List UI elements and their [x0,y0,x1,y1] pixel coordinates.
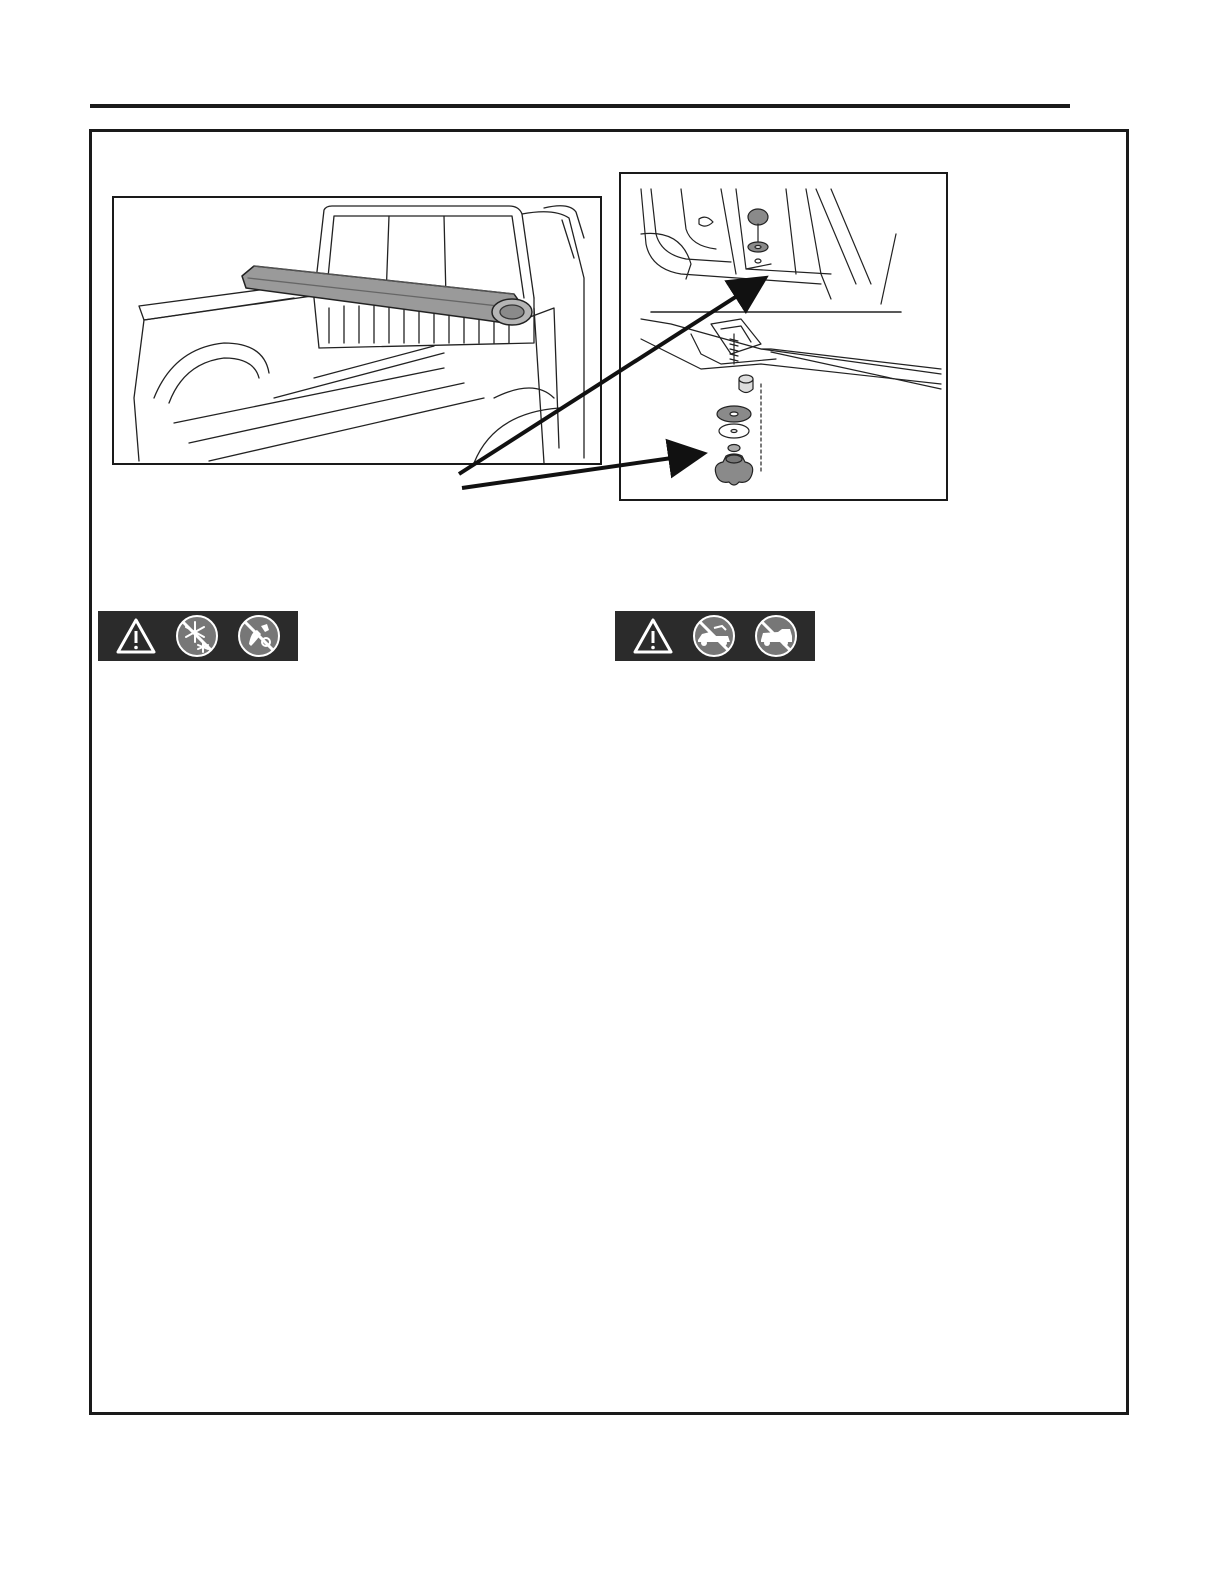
clamp-detail-illustration [619,172,948,501]
truck-bed-illustration [112,196,602,465]
no-car-wash-icon [692,614,736,658]
no-high-speed-travel-icon [754,614,798,658]
no-snow-ice-icon [175,614,219,658]
warning-bar-left [98,611,298,661]
warning-triangle-icon [115,617,157,655]
header-rule [90,104,1070,108]
no-tools-icon [237,614,281,658]
warning-bar-right [615,611,815,661]
warning-triangle-icon [632,617,674,655]
